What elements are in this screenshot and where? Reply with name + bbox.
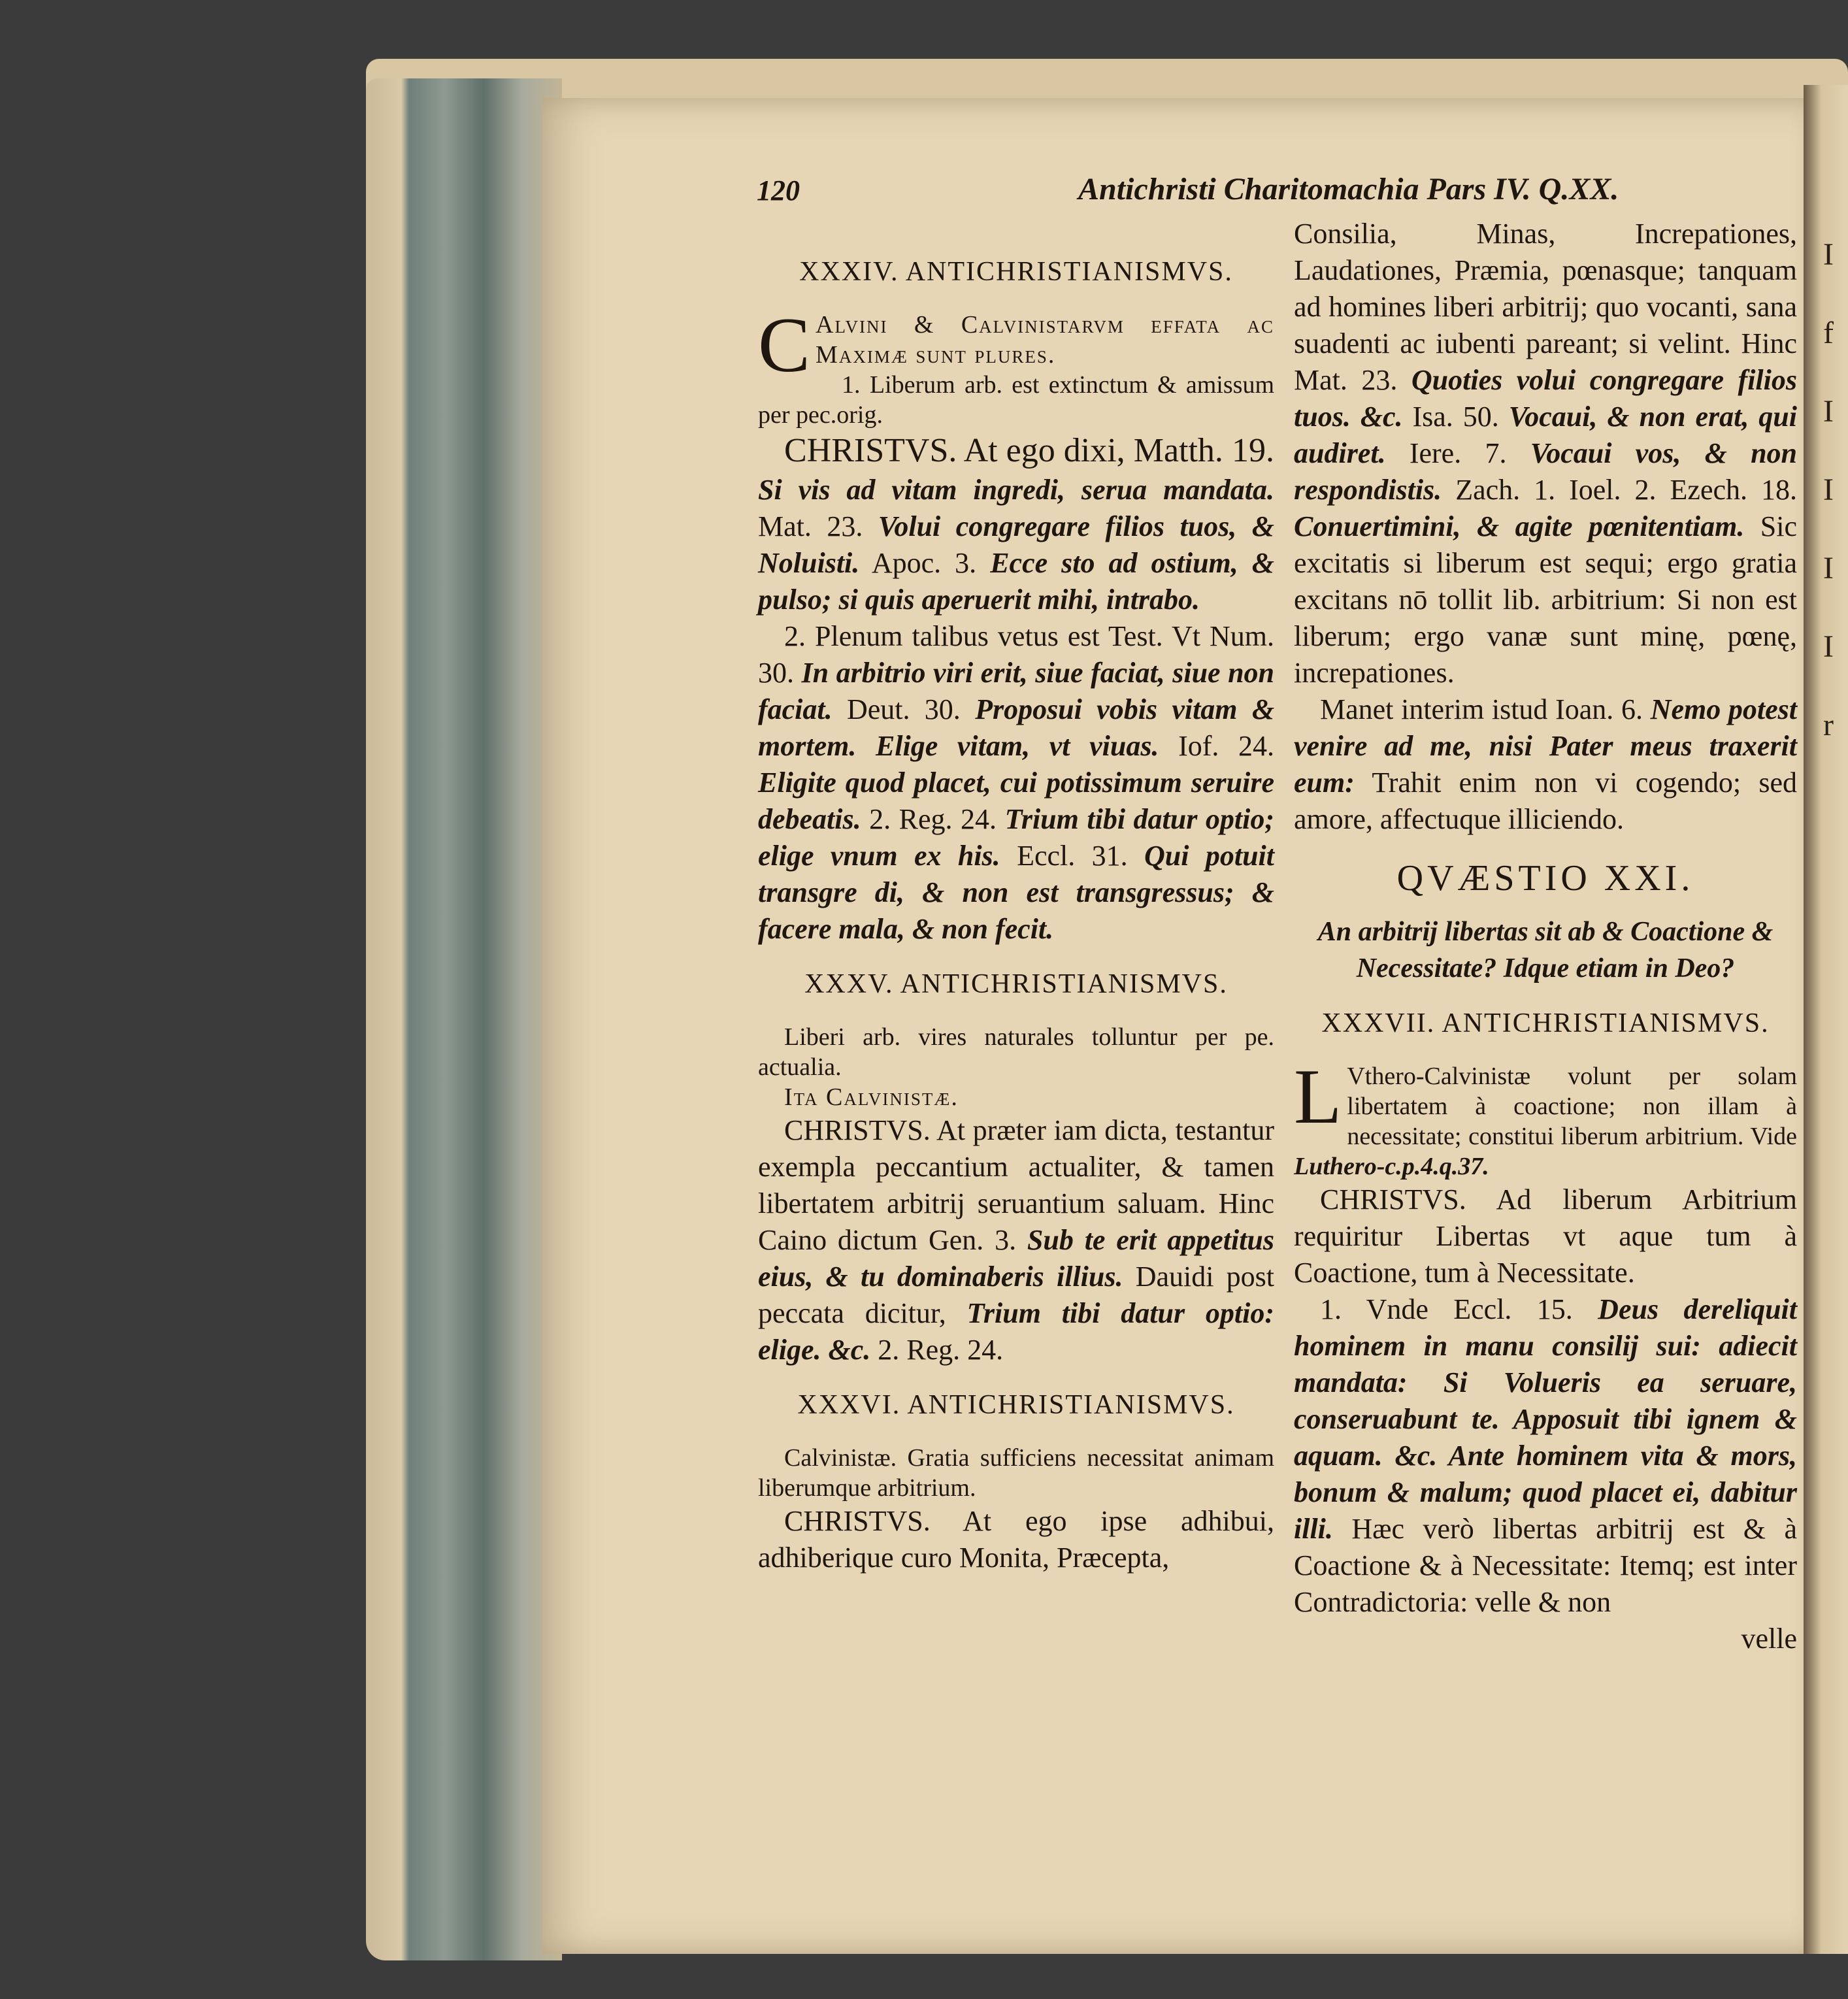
book-page-edges xyxy=(366,78,562,1960)
heading-antichristianismus-37: XXXVII. ANTICHRISTIANISMVS. xyxy=(1321,1008,1770,1038)
paragraph-35-christus: CHRISTVS. At præter iam dicta, testantur exempla peccantium actualiter, & tamen libertatem arbitrij seruantium saluam. Hinc Caino dictum Gen. 3. Sub te erit appetitus eius, & tu dominaberis illius. Dauidi post peccata dicitur, Trium tibi datur optio: elige. &c. 2. Reg. 24. xyxy=(758,1114,1274,1366)
paragraph-34-point-2: 2. Plenum talibus vetus est Test. Vt Num. 30. In arbitrio viri erit, siue faciat, siue non faciat. Deut. 30. Proposui vobis vitam & mortem. Elige vitam, vt viuas. Iof. 24. Eligite quod placet, cui potissimum seruire debeatis. 2. Reg. 24. Trium tibi datur optio; elige vnum ex his. Eccl. 31. Qui potuit transgre di, & non est transgressus; & facere mala, & non fecit. xyxy=(758,620,1275,945)
drop-cap-c: C xyxy=(758,301,811,388)
heading-antichristianismus-35: XXXV. ANTICHRISTIANISMVS. xyxy=(804,969,1228,999)
paragraph-37-christus: CHRISTVS. Ad liberum Arbitrium requiritur Libertas vt aque tum à Coactione, tum à Necessitate. xyxy=(1294,1183,1797,1289)
catchword: velle xyxy=(1741,1623,1797,1655)
paragraph-continuation: Consilia, Minas, Increpationes, Laudationes, Præmia, pœnasque; tanquam ad homines liberi arbitrij; quo vocanti, sana suadenti ac iubenti pareant; si velint. Hinc Mat. 23. Quoties volui congregare filios tuos. &c. Isa. 50. Vocaui, & non erat, qui audiret. Iere. 7. Vocaui vos, & non respondistis. Zach. 1. Ioel. 2. Ezech. 18. Conuertimini, & agite pœnitentiam. Sic excitatis si liberum est sequi; ergo gratia excitans nō tollit lib. arbitrium: Si non est liberum; ergo vanæ sunt minę, pœnę, increpationes. xyxy=(1294,218,1798,689)
paragraph-35-ita: Ita Calvinistæ. xyxy=(784,1083,959,1111)
paragraph-manet: Manet interim istud Ioan. 6. Nemo potest venire ad me, nisi Pater meus traxerit eum: Trahit enim non vi cogendo; sed amore, affectuque illiciendo. xyxy=(1294,693,1797,835)
paragraph-35-intro: Liberi arb. vires naturales tolluntur per pe. actualia. xyxy=(758,1023,1274,1081)
question-21-subtitle: An arbitrij libertas sit ab & Coactione & Necessitate? Idque etiam in Deo? xyxy=(1317,917,1774,983)
left-column xyxy=(758,235,1274,1576)
paragraph-34-intro: C Alvini & Calvinistarvm effata ac Maximæ sunt plures. xyxy=(758,301,1274,388)
paragraph-37-intro: L Vthero-Calvinistæ volunt per solam libertatem à coactione; non illam à necessitate; constitui liberum arbitrium. Vide Luthero-c.p.4.q.37. xyxy=(1294,1053,1797,1180)
running-title: Antichristi Charitomachia Pars IV. Q.XX. xyxy=(1078,172,1619,207)
heading-antichristianismus-34: XXXIV. ANTICHRISTIANISMVS. xyxy=(799,257,1233,287)
paragraph-37-point-1: 1. Vnde Eccl. 15. Deus dereliquit hominem in manu consilij sui: adiecit mandata: Si Volueris ea seruare, conseruabunt te. Apposuit tibi ignem & aquam. &c. Ante hominem vita & mors, bonum & malum; quod placet ei, dabitur illi. Hæc verò libertas arbitrij est & à Coactione & à Necessitate: Itemq; est inter Contradictoria: velle & non xyxy=(1294,1293,1797,1618)
paragraph-36-christus: CHRISTVS. At ego ipse adhibui, adhiberique curo Monita, Præcepta, xyxy=(758,1505,1274,1574)
book-cover-top xyxy=(366,59,1848,98)
page-number: 120 xyxy=(757,174,800,207)
drop-cap-l: L xyxy=(1294,1053,1342,1140)
question-21-title: QVÆSTIO XXI. xyxy=(1396,858,1694,899)
paragraph-34-christus: CHRISTVS. At ego dixi, Matth. 19. Si vis ad vitam ingredi, serua mandata. Mat. 23. Volui congregare filios tuos, & Noluisti. Apoc. 3. Ecce sto ad ostium, & pulso; si quis aperuerit mihi, intrabo. xyxy=(758,432,1275,616)
right-column xyxy=(1294,216,1797,1657)
next-page-edge xyxy=(1804,85,1848,1954)
paragraph-36-intro: Calvinistæ. Gratia sufficiens necessitat animam liberumque arbitrium. xyxy=(758,1444,1274,1502)
paragraph-34-point-1: 1. Liberum arb. est extinctum & amissum per pec.orig. xyxy=(758,371,1274,429)
page-header xyxy=(758,171,1777,217)
next-page-letters: I f I I I I r xyxy=(1823,237,1834,742)
heading-antichristianismus-36: XXXVI. ANTICHRISTIANISMVS. xyxy=(797,1390,1235,1420)
